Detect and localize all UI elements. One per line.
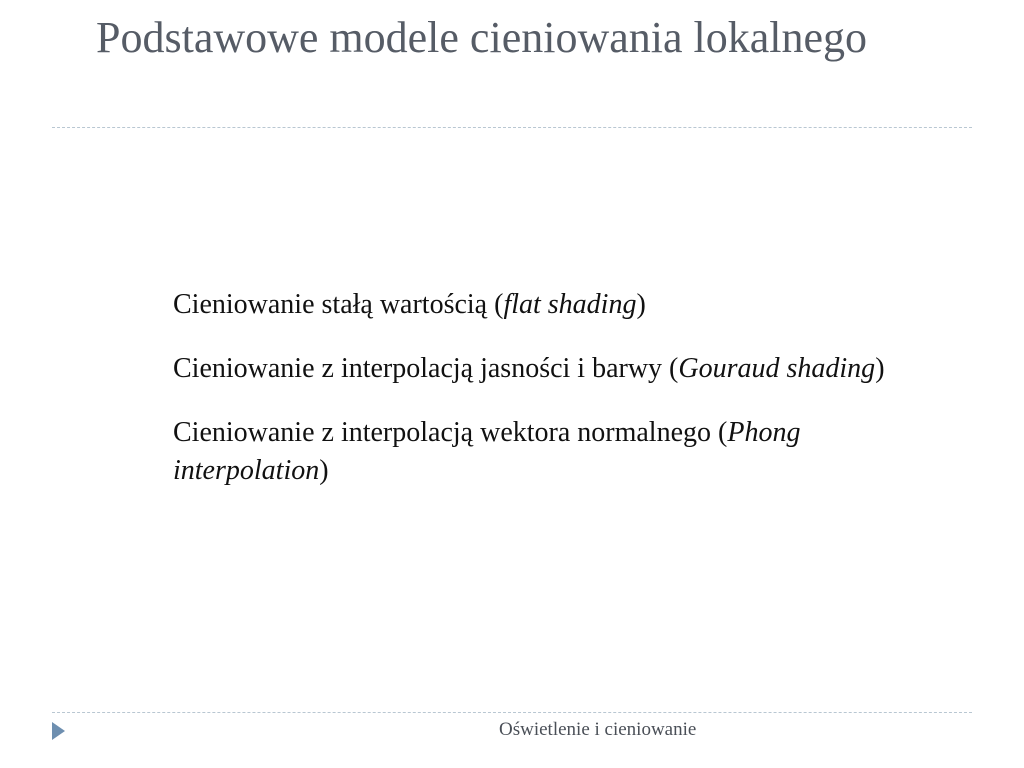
slide-title: Podstawowe modele cieniowania lokalnego [96, 13, 868, 62]
footer-title: Oświetlenie i cieniowanie [499, 719, 697, 740]
item-term: Gouraud shading [678, 353, 876, 384]
list-item [173, 414, 893, 490]
footer-divider [52, 712, 972, 713]
item-text-end: ) [636, 289, 646, 320]
list-item [173, 286, 893, 324]
item-term: flat shading [503, 289, 637, 320]
item-text: Cieniowanie z interpolacją wektora normalnego ( [173, 417, 728, 448]
item-text: Cieniowanie z interpolacją jasności i barwy ( [173, 353, 679, 384]
item-text-end: ) [319, 455, 329, 486]
item-text-end: ) [875, 353, 885, 384]
bullet-list [173, 286, 893, 490]
item-text: Cieniowanie stałą wartością ( [173, 289, 504, 320]
play-triangle-icon [52, 722, 65, 740]
title-divider [52, 127, 972, 128]
list-item [173, 350, 893, 388]
item-term: Phong interpolation [173, 417, 801, 486]
